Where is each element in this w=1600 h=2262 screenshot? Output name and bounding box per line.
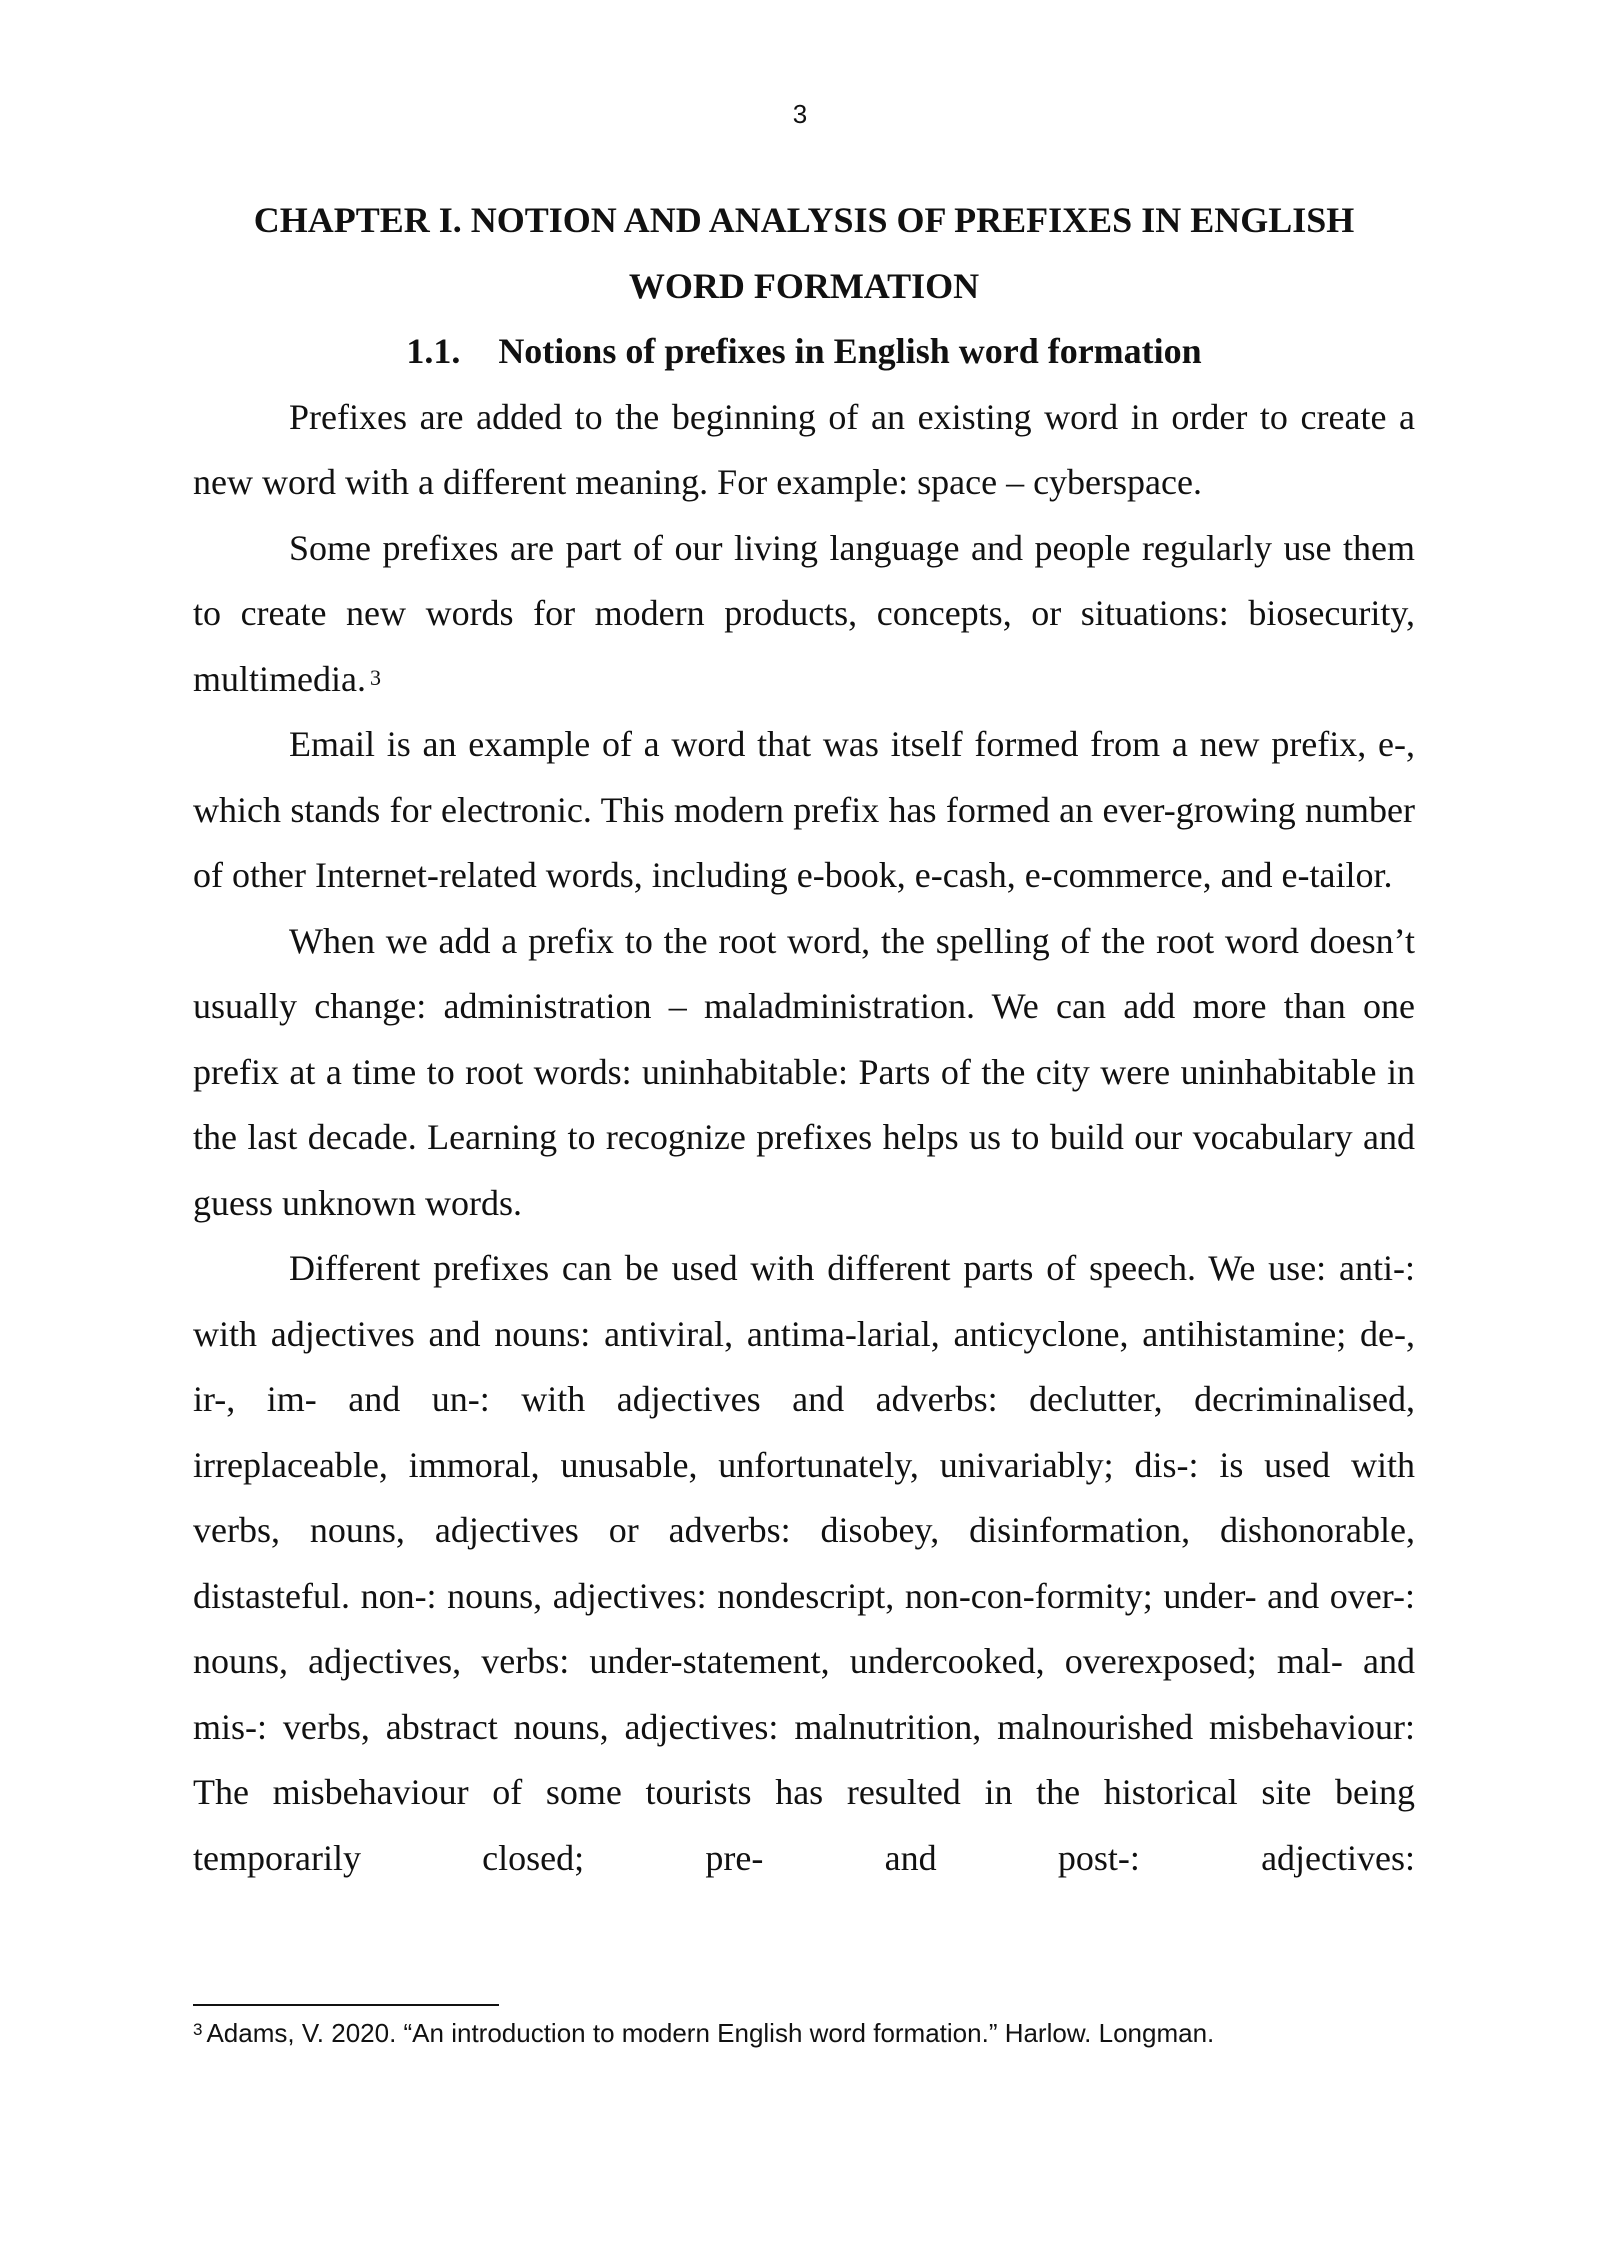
- paragraph-text: Prefixes are added to the beginning of an existing word in order to create a new word with a different meaning. For example: space – cyberspace.: [193, 396, 1415, 502]
- chapter-title: [193, 188, 1415, 319]
- chapter-title-line-2: WORD FORMATION: [628, 265, 980, 306]
- paragraph-text: When we add a prefix to the root word, the spelling of the root word doesn’t usually change: administration – maladministration. We can add more than one prefix at a time to root words: uninhabitable: Parts of the city were uninhabitable in the last decade. Learning to recognize prefixes helps us to build our vocabulary and guess unknown words.: [193, 920, 1415, 1223]
- footnote-separator: [193, 2004, 499, 2006]
- paragraph-parts-of-speech: [193, 1236, 1415, 1891]
- section-title: Notions of prefixes in English word formation: [498, 331, 1202, 371]
- page-number: 3: [792, 99, 808, 129]
- footnote-text: Adams, V. 2020. “An introduction to modern English word formation.” Harlow. Longman.: [206, 2018, 1215, 2048]
- footnote: [193, 2016, 1415, 2050]
- paragraph-living-language: [193, 516, 1415, 713]
- section-number: 1.1.: [406, 331, 461, 371]
- chapter-title-line-1: CHAPTER I. NOTION AND ANALYSIS OF PREFIXES IN ENGLISH: [253, 200, 1355, 240]
- section-heading: [193, 319, 1415, 385]
- paragraph-root-spelling: [193, 909, 1415, 1237]
- footnote-reference[interactable]: 3: [369, 664, 381, 690]
- paragraph-text: Email is an example of a word that was itself formed from a new prefix, e-, which stands for electronic. This modern prefix has formed an ever-growing number of other Internet-related words, including e-book, e-cash, e-commerce, and e-tailor.: [193, 724, 1415, 895]
- page-body: [193, 188, 1415, 1891]
- paragraph-text: Some prefixes are part of our living language and people regularly use them to create new words for modern products, concepts, or situations: biosecurity, multimedia.: [193, 527, 1415, 699]
- paragraph-email-example: [193, 712, 1415, 909]
- paragraph-text: Different prefixes can be used with different parts of speech. We use: anti-: with adjectives and nouns: antiviral, antima-larial, anticyclone, antihistamine; de-, ir-, im- and un-: with adjectives and adverbs: declutter, decriminalised, irreplaceable, immoral, unusable, unfortunately, univariably; dis-: is used with verbs, nouns, adjectives or adverbs: disobey, disinformation, dishonorable, distasteful. non-: nouns, adjectives: nondescript, non-con-formity; under- and over-: nouns, adjectives, verbs: under-statement, undercooked, overexposed; mal- and mis-: verbs, abstract nouns, adjectives: malnutrition, malnourished misbehaviour: The misbehaviour of some tourists has resulted in the historical site being temporarily closed; pre- and post-: adjectives:: [193, 1248, 1415, 1878]
- paragraph-prefix-definition: [193, 385, 1415, 516]
- footnote-mark: 3: [193, 2020, 203, 2039]
